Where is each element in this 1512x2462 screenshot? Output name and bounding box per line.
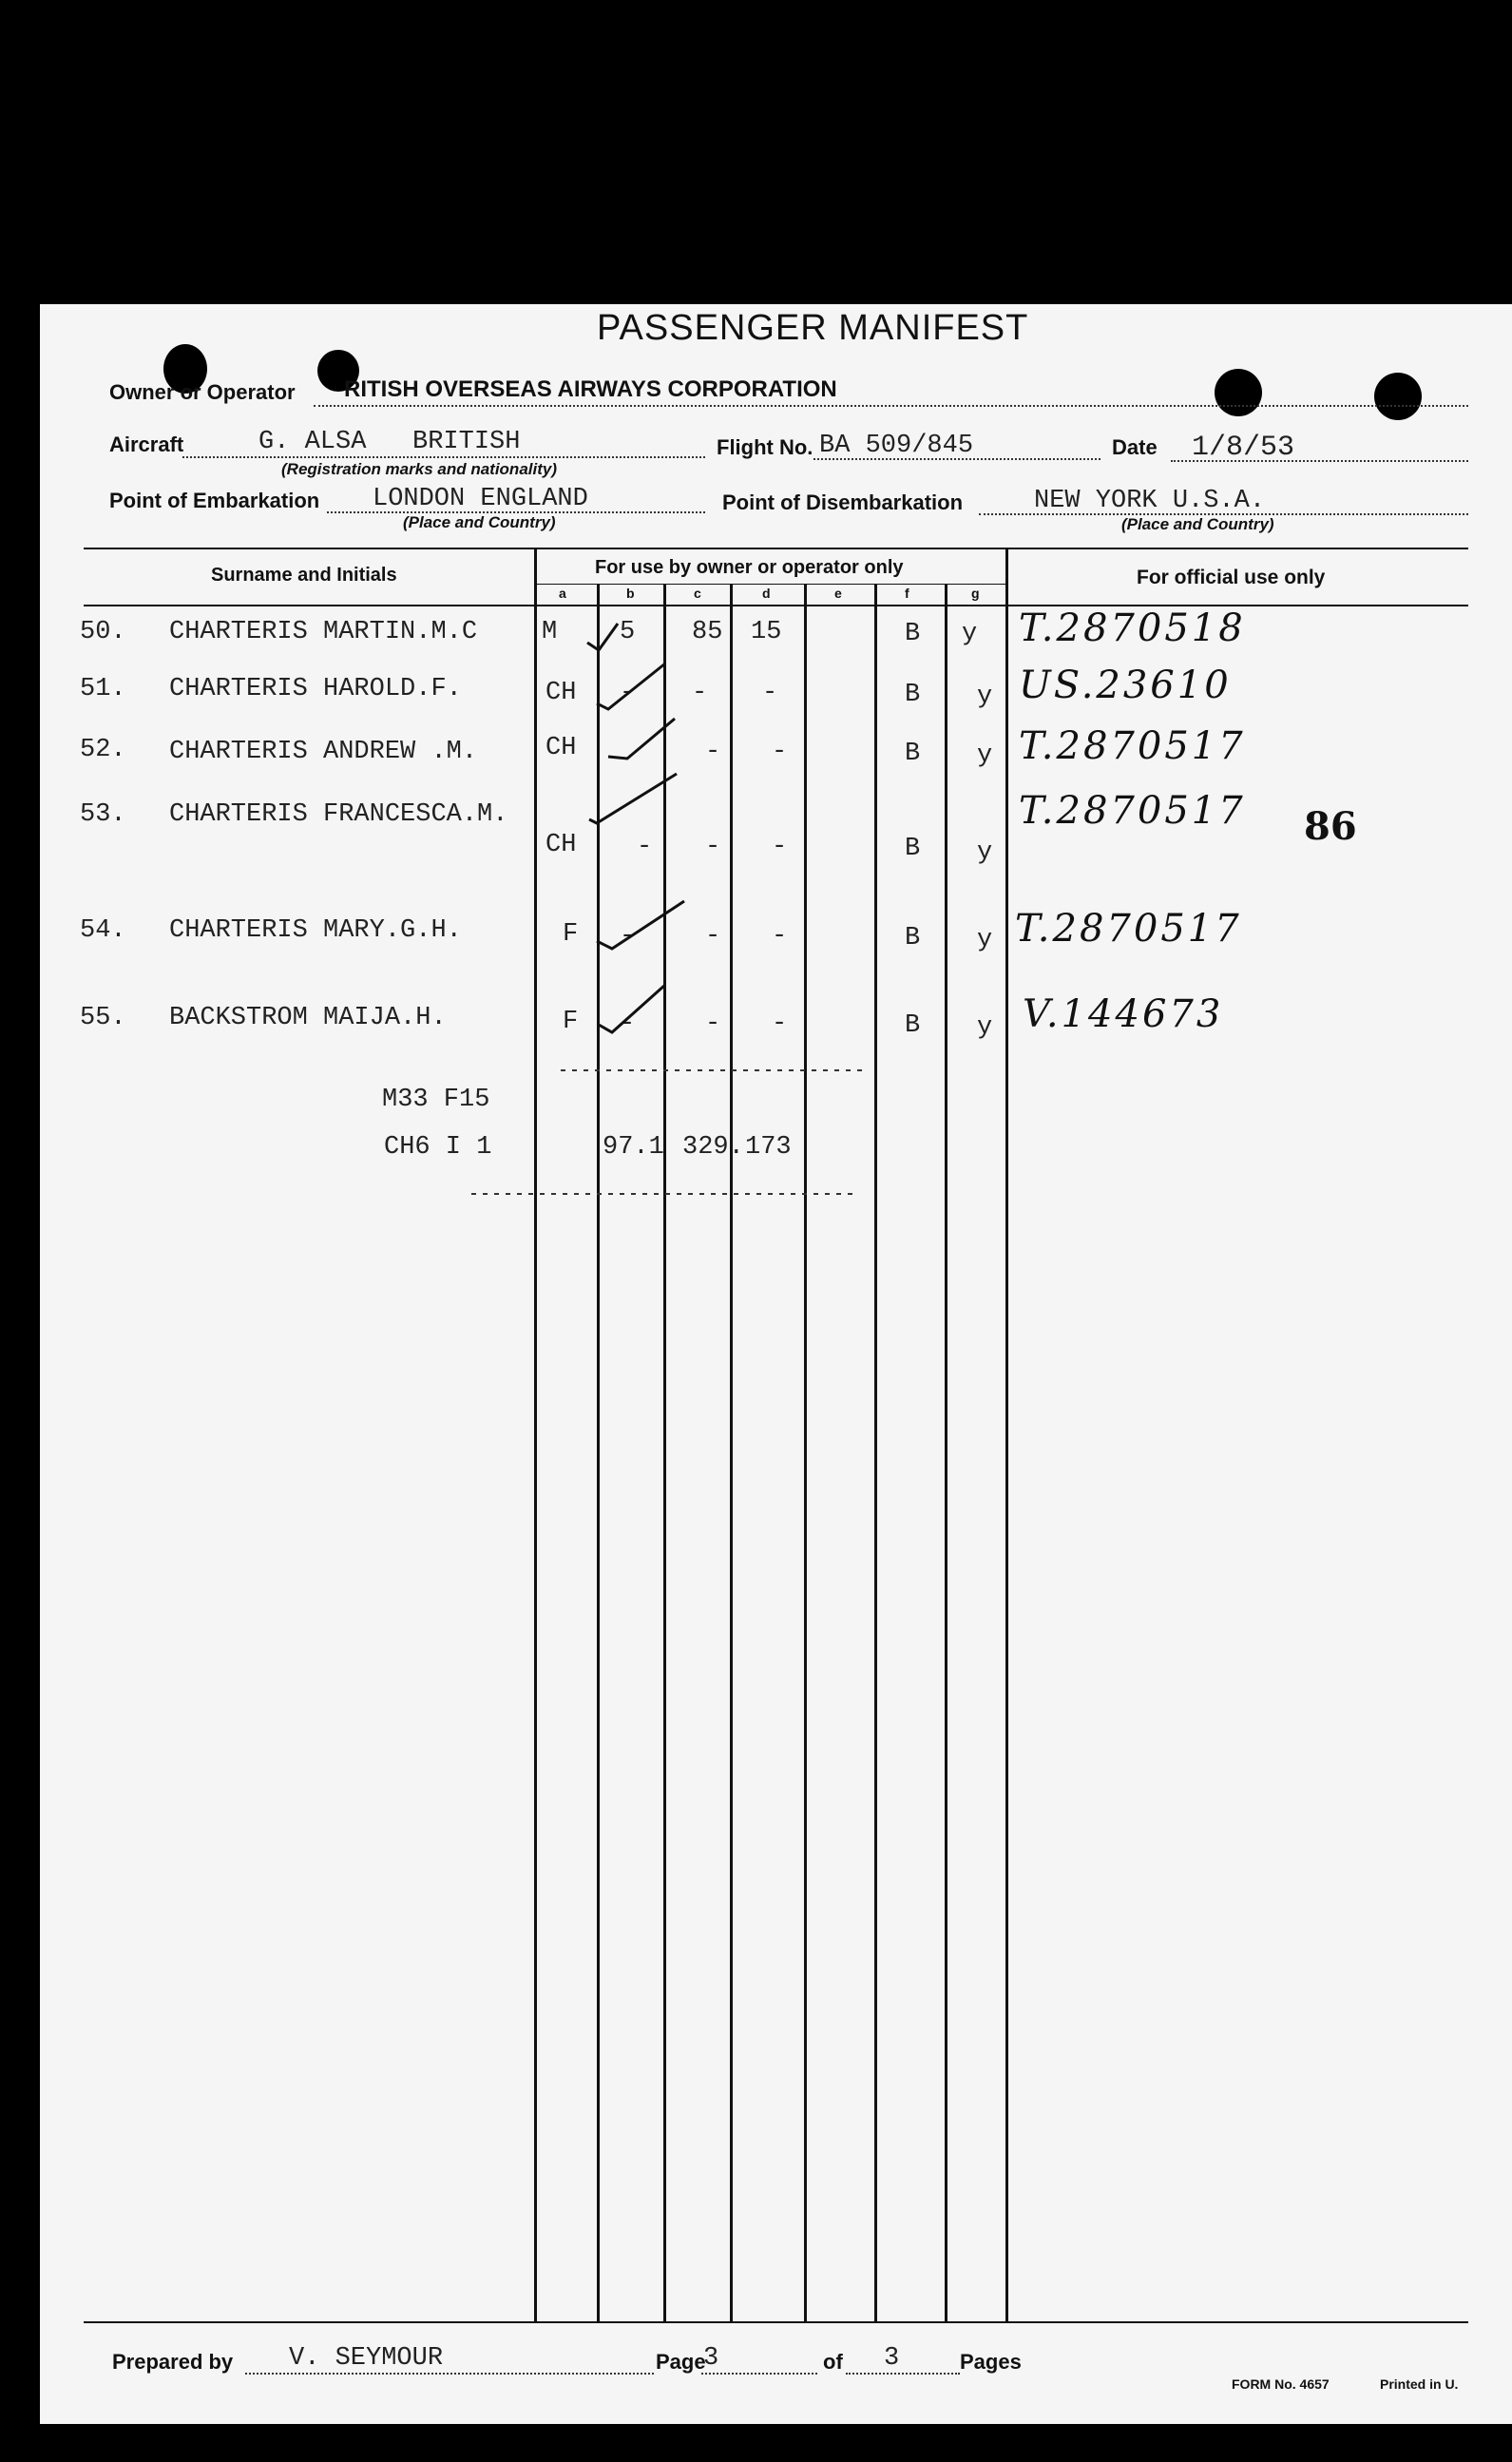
page-line — [701, 2373, 817, 2375]
surname-header: Surname and Initials — [211, 565, 397, 586]
summary-total-c: 329. — [682, 1133, 744, 1162]
cell-c: - — [705, 738, 721, 766]
official-number: T.2870517 — [1015, 907, 1242, 951]
passenger-name: CHARTERIS ANDREW .M. — [169, 738, 478, 766]
cell-a: CH — [545, 734, 577, 762]
official-number: US.23610 — [1019, 664, 1232, 707]
official-number: T.2870517 — [1019, 724, 1246, 768]
cell-a: F — [563, 1008, 579, 1036]
cell-b: - — [637, 833, 653, 861]
cell-c: - — [692, 679, 708, 707]
summary-child-count: CH6 I 1 — [384, 1133, 492, 1162]
cell-g: y — [977, 838, 993, 867]
aircraft-label: Aircraft — [109, 433, 184, 456]
flight-label: Flight No. — [717, 435, 813, 459]
cell-f: B — [905, 740, 921, 768]
page-value: 3 — [703, 2344, 719, 2373]
subcol-label: b — [626, 586, 635, 601]
official-number: T.2870518 — [1019, 606, 1246, 650]
cell-a: F — [563, 920, 579, 949]
cell-c: - — [705, 922, 721, 951]
cell-a: M — [542, 618, 558, 646]
owner-value: RITISH OVERSEAS AIRWAYS CORPORATION — [344, 376, 837, 402]
cell-a: CH — [545, 831, 577, 859]
flight-value: BA 509/845 — [819, 432, 974, 460]
cell-c: 85 — [692, 618, 723, 646]
subcol-label: d — [762, 586, 771, 601]
disembark-label: Point of Disembarkation — [722, 490, 964, 514]
embark-label: Point of Embarkation — [109, 489, 320, 512]
cell-a: CH — [545, 679, 577, 707]
passenger-name: CHARTERIS FRANCESCA.M. — [169, 800, 508, 829]
prepared-label: Prepared by — [112, 2350, 234, 2374]
aircraft-value: G. ALSA BRITISH — [258, 428, 521, 456]
cell-b: 5 — [620, 618, 636, 646]
cell-f: B — [905, 835, 921, 863]
cell-b: - — [620, 922, 636, 951]
passenger-name: CHARTERIS MARY.G.H. — [169, 916, 462, 945]
passenger-name: CHARTERIS HAROLD.F. — [169, 675, 462, 703]
row-number: 50. — [80, 618, 126, 646]
of-line — [846, 2373, 960, 2375]
official-number: T.2870517 — [1019, 789, 1246, 833]
embark-value: LONDON ENGLAND — [373, 485, 588, 513]
subcol-label: g — [971, 586, 980, 601]
form-number: FORM No. 4657 — [1232, 2376, 1330, 2392]
form-title: PASSENGER MANIFEST — [597, 308, 1029, 348]
subcol-label: a — [559, 586, 566, 601]
subcol-label: e — [834, 586, 842, 601]
of-label: of — [823, 2350, 843, 2374]
prepared-value: V. SEYMOUR — [289, 2344, 444, 2373]
date-label: Date — [1112, 435, 1158, 459]
cell-c: - — [705, 833, 721, 861]
owner-use-header: For use by owner or operator only — [595, 557, 904, 578]
subcol-label: c — [694, 586, 701, 601]
pages-label: Pages — [960, 2350, 1022, 2374]
date-value: 1/8/53 — [1192, 432, 1295, 464]
row-number: 53. — [80, 800, 126, 829]
cell-g: y — [977, 683, 993, 711]
cell-c: - — [705, 1010, 721, 1038]
summary-gender-count: M33 F15 — [382, 1086, 490, 1114]
cell-d: - — [762, 679, 778, 707]
cell-f: B — [905, 681, 921, 709]
cell-d: - — [772, 738, 788, 766]
cell-d: - — [772, 922, 788, 951]
owner-label: Owner or Operator — [109, 380, 296, 404]
subcol-label: f — [905, 586, 909, 601]
embark-note: (Place and Country) — [403, 513, 556, 531]
printed-note: Printed in U. — [1380, 2376, 1459, 2392]
of-value: 3 — [884, 2344, 900, 2373]
row-number: 51. — [80, 675, 126, 703]
passenger-name: BACKSTROM MAIJA.H. — [169, 1004, 447, 1032]
cell-b: - — [620, 1010, 636, 1038]
passenger-name: CHARTERIS MARTIN.M.C — [169, 618, 478, 646]
cell-g: y — [977, 926, 993, 954]
cell-g: y — [977, 1013, 993, 1042]
row-number: 54. — [80, 916, 126, 945]
row-number: 55. — [80, 1004, 126, 1032]
aircraft-note: (Registration marks and nationality) — [281, 460, 557, 478]
cell-d: 15 — [751, 618, 782, 646]
cell-g: y — [962, 620, 978, 648]
cell-d: - — [772, 1010, 788, 1038]
summary-total-d: 173 — [745, 1133, 792, 1162]
cell-f: B — [905, 620, 921, 648]
row-number: 52. — [80, 736, 126, 764]
prepared-line — [245, 2373, 654, 2375]
cell-f: B — [905, 924, 921, 952]
summary-total-b: 97.1 — [603, 1133, 664, 1162]
official-number: V.144673 — [1023, 992, 1224, 1036]
official-header: For official use only — [1137, 567, 1326, 588]
cell-d: - — [772, 833, 788, 861]
cell-f: B — [905, 1011, 921, 1040]
page-stamp-number: 86 — [1304, 804, 1357, 849]
cell-b: - — [620, 679, 636, 707]
disembark-value: NEW YORK U.S.A. — [1034, 487, 1266, 515]
cell-g: y — [977, 741, 993, 770]
page-label: Page — [656, 2350, 706, 2374]
disembark-note: (Place and Country) — [1121, 515, 1274, 533]
